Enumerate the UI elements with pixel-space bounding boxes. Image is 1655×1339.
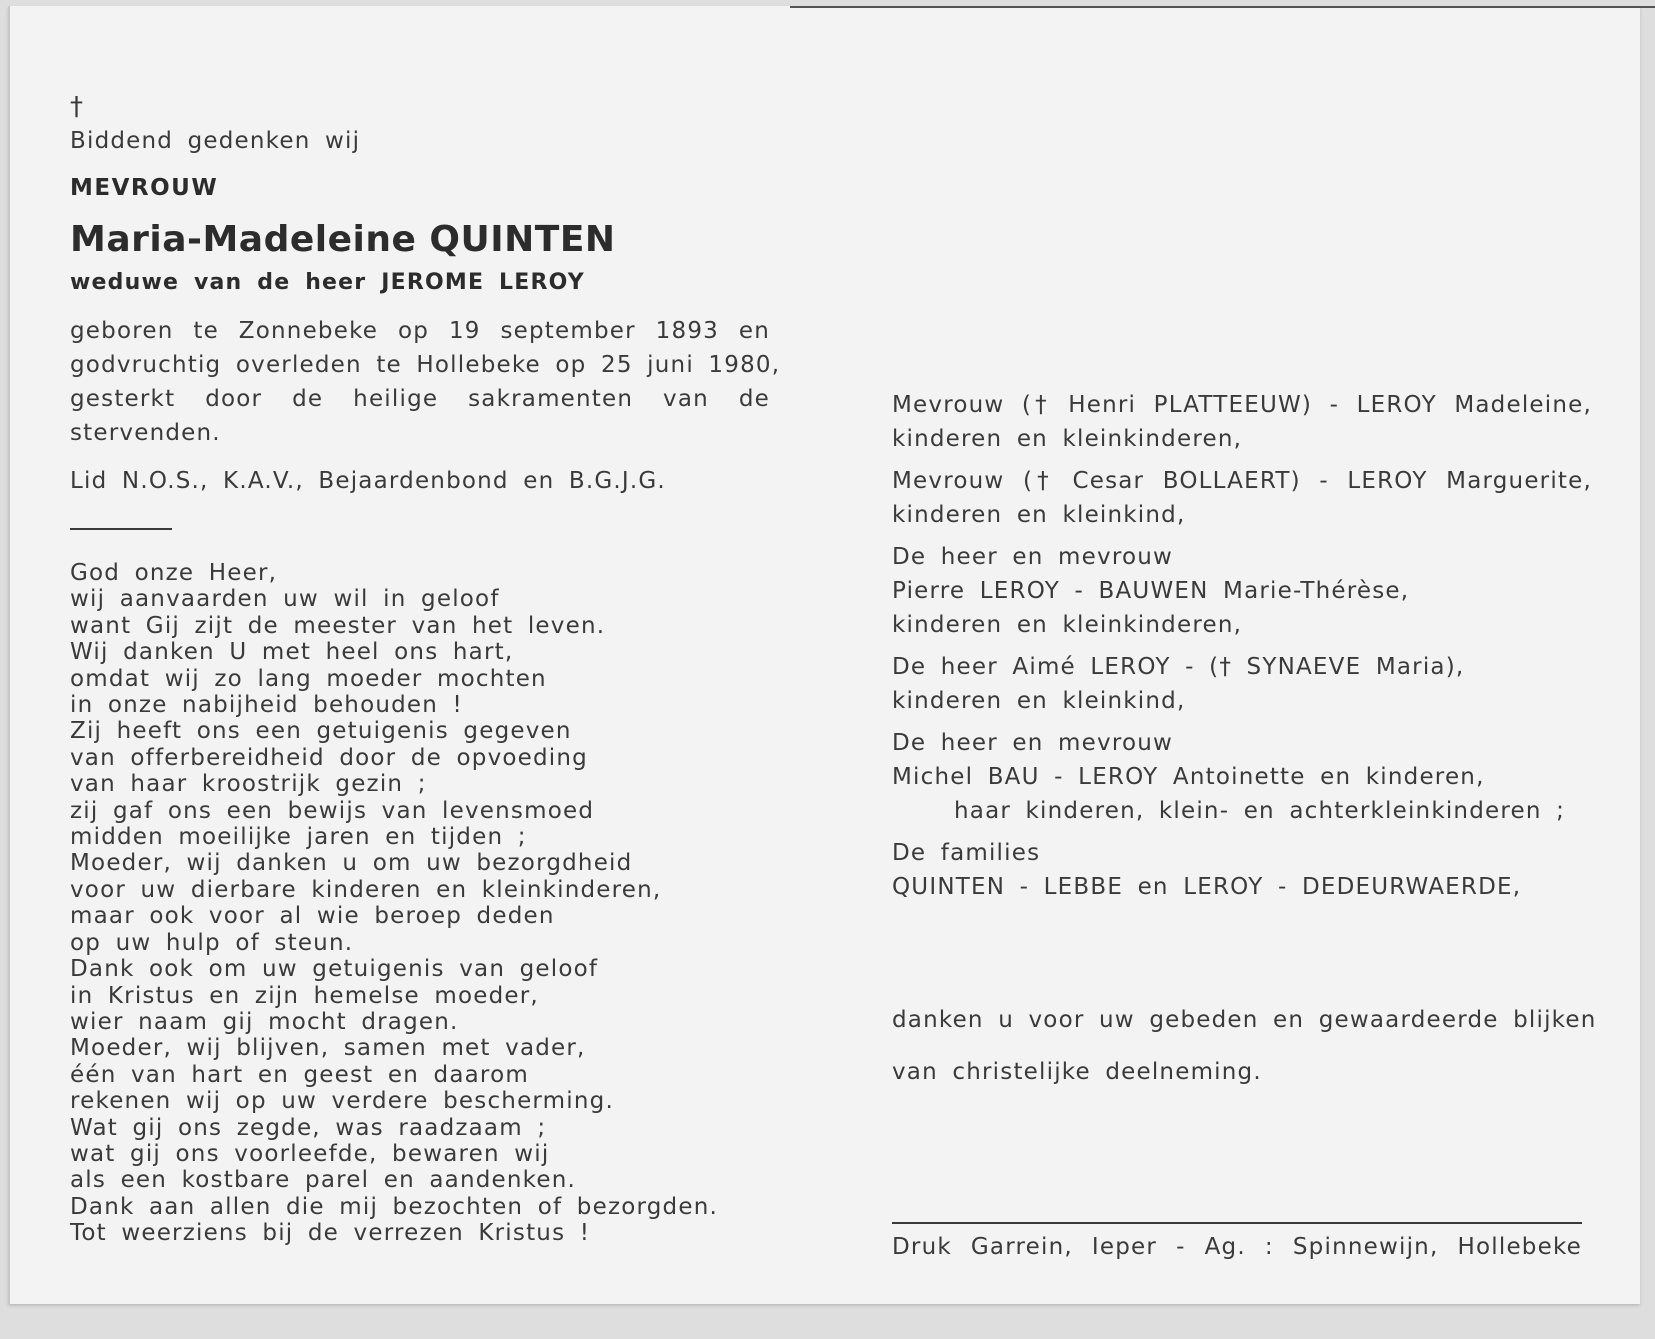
prayer-line: Dank aan allen die mij bezochten of bezorgden. — [70, 1193, 718, 1220]
prayer-line: op uw hulp of steun. — [70, 929, 354, 956]
family-line: kinderen en kleinkind, — [892, 502, 1186, 528]
families-group — [892, 836, 1592, 904]
prayer-line: midden moeilijke jaren en tijden ; — [70, 824, 527, 851]
family-line: Michel BAU - LEROY Antoinette en kinderen, — [892, 764, 1485, 790]
birth-line: stervenden. — [70, 420, 221, 446]
family-group — [892, 540, 1592, 642]
prayer-line: Moeder, wij blijven, samen met vader, — [70, 1035, 586, 1062]
family-line: Mevrouw († Henri PLATTEEUW) - LEROY Madeleine, — [892, 392, 1592, 418]
family-line: kinderen en kleinkind, — [892, 688, 1186, 714]
birth-line: geboren te Zonnebeke op 19 september 1893 en — [70, 318, 770, 344]
section-divider — [70, 528, 172, 530]
prayer-line: Tot weerziens bij de verrezen Kristus ! — [70, 1220, 591, 1247]
prayer-line: want Gij zijt de meester van het leven. — [70, 612, 606, 639]
intro-text: Biddend gedenken wij — [70, 128, 361, 154]
title-mevrouw: MEVROUW — [70, 175, 219, 201]
prayer-line: Wij danken U met heel ons hart, — [70, 639, 514, 666]
cross-icon: † — [70, 92, 83, 122]
descendants-line: haar kinderen, klein- en achterkleinkinderen ; — [954, 798, 1566, 824]
prayer-line: wier naam gij mocht dragen. — [70, 1008, 459, 1035]
printer-credit: Druk Garrein, Ieper - Ag. : Spinnewijn, Hollebeke — [892, 1234, 1582, 1260]
family-line: kinderen en kleinkinderen, — [892, 612, 1243, 638]
prayer-line: God onze Heer, — [70, 560, 278, 586]
top-edge-line — [790, 6, 1655, 8]
prayer-text — [70, 560, 770, 1247]
prayer-line: wat gij ons voorleefde, bewaren wij — [70, 1140, 550, 1167]
prayer-line: omdat wij zo lang moeder mochten — [70, 665, 547, 692]
prayer-line: als een kostbare parel en aandenken. — [70, 1167, 577, 1194]
prayer-line: in onze nabijheid behouden ! — [70, 692, 463, 719]
left-column — [70, 92, 781, 1247]
thanks-line: danken u voor uw gebeden en gewaardeerde blijken — [892, 1007, 1597, 1033]
prayer-line: zij gaf ons een bewijs van levensmoed — [70, 797, 595, 824]
birth-death-paragraph — [70, 314, 781, 450]
prayer-line: Moeder, wij danken u om uw bezorgdheid — [70, 850, 633, 877]
prayer-line: één van hart en geest en daarom — [70, 1061, 529, 1088]
family-group — [892, 388, 1592, 456]
prayer-line: van haar kroostrijk gezin ; — [70, 771, 427, 798]
family-group — [892, 726, 1592, 828]
prayer-line: rekenen wij op uw verdere bescherming. — [70, 1088, 614, 1115]
families-names: QUINTEN - LEBBE en LEROY - DEDEURWAERDE, — [892, 874, 1522, 900]
deceased-name: Maria-Madeleine QUINTEN — [70, 219, 616, 260]
prayer-line: Wat gij ons zegde, was raadzaam ; — [70, 1114, 547, 1141]
prayer-line: Dank ook om uw getuigenis van geloof — [70, 956, 599, 983]
prayer-line: Zij heeft ons een getuigenis gegeven — [70, 718, 572, 745]
family-line: De heer Aimé LEROY - († SYNAEVE Maria), — [892, 654, 1465, 680]
family-line: Pierre LEROY - BAUWEN Marie-Thérèse, — [892, 578, 1410, 604]
prayer-line: van offerbereidheid door de opvoeding — [70, 744, 588, 771]
prayer-line: voor uw dierbare kinderen en kleinkinderen, — [70, 876, 662, 903]
membership-text: Lid N.O.S., K.A.V., Bejaardenbond en B.G.J.G. — [70, 468, 666, 494]
family-line: De heer en mevrouw — [892, 544, 1174, 570]
thanks-line: van christelijke deelneming. — [892, 1059, 1262, 1085]
families-label: De families — [892, 840, 1041, 866]
prayer-line: wij aanvaarden uw wil in geloof — [70, 586, 500, 613]
widow-of-text: weduwe van de heer JEROME LEROY — [70, 270, 585, 295]
birth-line: gesterkt door de heilige sakramenten van de — [70, 386, 770, 412]
memorial-card — [8, 6, 1640, 1304]
prayer-line: in Kristus en zijn hemelse moeder, — [70, 982, 539, 1009]
birth-line: godvruchtig overleden te Hollebeke op 25 juni 1980, — [70, 352, 781, 378]
right-column — [892, 388, 1597, 1098]
family-group — [892, 650, 1592, 718]
family-line: Mevrouw († Cesar BOLLAERT) - LEROY Marguerite, — [892, 468, 1592, 494]
footer-divider — [892, 1222, 1582, 1224]
prayer-line: maar ook voor al wie beroep deden — [70, 903, 555, 930]
thanks-paragraph — [892, 994, 1597, 1098]
family-group — [892, 464, 1592, 532]
family-line: De heer en mevrouw — [892, 730, 1174, 756]
family-line: kinderen en kleinkinderen, — [892, 426, 1243, 452]
